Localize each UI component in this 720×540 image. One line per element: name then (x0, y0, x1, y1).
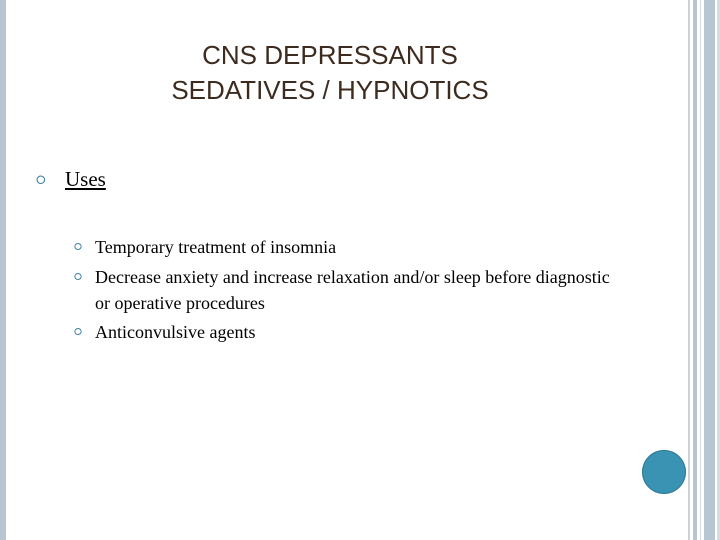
title-line-2: SEDATIVES / HYPNOTICS (171, 75, 489, 105)
right-edge-stripe (693, 0, 697, 540)
right-edge-stripe (688, 0, 690, 540)
uses-list (74, 234, 674, 349)
list-item (74, 264, 615, 316)
list-item-text: Anticonvulsive agents (95, 322, 256, 342)
list-item-text: Decrease anxiety and increase relaxation and/or sleep before diagnostic or operative procedures (95, 267, 610, 313)
list-item (74, 234, 674, 261)
decorative-circle (642, 450, 686, 494)
uses-heading-label: Uses (65, 167, 106, 191)
ring-bullet-icon: ⭘ (36, 173, 46, 187)
title-line-1: CNS DEPRESSANTS (202, 40, 458, 70)
right-edge-stripe (700, 0, 701, 540)
ring-bullet-icon: ⭘ (74, 272, 82, 283)
right-edge-stripe (704, 0, 715, 540)
ring-bullet-icon: ⭘ (74, 327, 82, 338)
left-edge-stripe (0, 0, 6, 540)
ring-bullet-icon: ⭘ (74, 242, 82, 253)
uses-heading (36, 167, 106, 192)
slide-title (100, 38, 560, 108)
list-item (74, 319, 674, 346)
list-item-text: Temporary treatment of insomnia (95, 237, 337, 257)
